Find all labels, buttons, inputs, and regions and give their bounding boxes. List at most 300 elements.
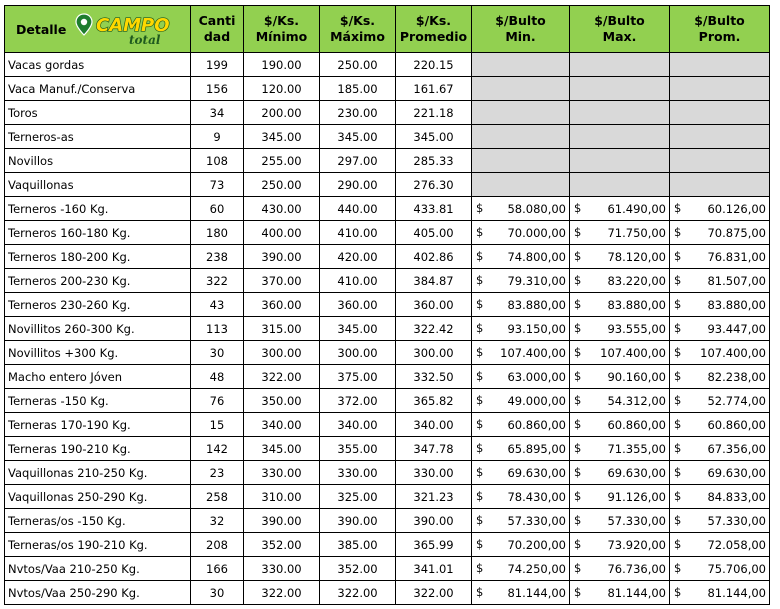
cell-cantidad: 156 <box>191 77 244 101</box>
currency-symbol: $ <box>476 345 484 359</box>
bulto-value: 93.150,00 <box>507 321 566 336</box>
cell-bulto-max <box>570 101 670 125</box>
currency-symbol: $ <box>574 441 582 455</box>
table-row <box>5 461 770 485</box>
cell-bulto-min <box>472 125 570 149</box>
cell-min-kg: 322.00 <box>244 365 320 389</box>
cell-detalle: Terneras/os 190-210 Kg. <box>5 533 191 557</box>
cell-cantidad: 180 <box>191 221 244 245</box>
cell-max-kg: 352.00 <box>320 557 396 581</box>
cell-min-kg: 330.00 <box>244 461 320 485</box>
cell-prom-kg: 221.18 <box>396 101 472 125</box>
cell-max-kg: 410.00 <box>320 269 396 293</box>
bulto-value: 57.330,00 <box>707 513 766 528</box>
cell-bulto-prom <box>670 197 770 221</box>
currency-symbol: $ <box>574 225 582 239</box>
cell-prom-kg: 390.00 <box>396 509 472 533</box>
cell-max-kg: 390.00 <box>320 509 396 533</box>
cell-bulto-min <box>472 149 570 173</box>
bulto-value: 76.736,00 <box>607 561 666 576</box>
cell-prom-kg: 285.33 <box>396 149 472 173</box>
bulto-value: 63.000,00 <box>507 369 566 384</box>
bulto-value: 93.555,00 <box>607 321 666 336</box>
cell-bulto-prom <box>670 125 770 149</box>
bulto-value: 107.400,00 <box>700 345 766 360</box>
cell-cantidad: 60 <box>191 197 244 221</box>
bulto-value: 71.750,00 <box>607 225 666 240</box>
bulto-value: 69.630,00 <box>607 465 666 480</box>
cell-detalle: Terneros -160 Kg. <box>5 197 191 221</box>
cell-bulto-max <box>570 221 670 245</box>
cell-max-kg: 355.00 <box>320 437 396 461</box>
cell-max-kg: 340.00 <box>320 413 396 437</box>
cell-prom-kg: 365.82 <box>396 389 472 413</box>
currency-symbol: $ <box>674 585 682 599</box>
cell-bulto-min <box>472 269 570 293</box>
bulto-value: 72.058,00 <box>707 537 766 552</box>
currency-symbol: $ <box>674 273 682 287</box>
cell-detalle: Nvtos/Vaa 250-290 Kg. <box>5 581 191 605</box>
table-row <box>5 53 770 77</box>
cell-bulto-max <box>570 509 670 533</box>
cell-bulto-prom <box>670 533 770 557</box>
cell-cantidad: 30 <box>191 341 244 365</box>
currency-symbol: $ <box>476 417 484 431</box>
currency-symbol: $ <box>574 417 582 431</box>
cell-detalle: Terneros-as <box>5 125 191 149</box>
bulto-value: 81.144,00 <box>507 585 566 600</box>
cell-detalle: Novillitos 260-300 Kg. <box>5 317 191 341</box>
currency-symbol: $ <box>476 537 484 551</box>
cell-bulto-max <box>570 293 670 317</box>
cell-prom-kg: 332.50 <box>396 365 472 389</box>
cell-bulto-max <box>570 557 670 581</box>
cell-bulto-min <box>472 365 570 389</box>
bulto-value: 81.507,00 <box>707 273 766 288</box>
cell-max-kg: 185.00 <box>320 77 396 101</box>
cell-bulto-min <box>472 317 570 341</box>
currency-symbol: $ <box>674 537 682 551</box>
cell-bulto-prom <box>670 221 770 245</box>
cell-bulto-prom <box>670 365 770 389</box>
cell-detalle: Vaquillonas <box>5 173 191 197</box>
table-row <box>5 557 770 581</box>
cell-bulto-prom <box>670 341 770 365</box>
cell-max-kg: 360.00 <box>320 293 396 317</box>
table-row <box>5 437 770 461</box>
bulto-value: 52.774,00 <box>707 393 766 408</box>
cell-cantidad: 34 <box>191 101 244 125</box>
currency-symbol: $ <box>574 489 582 503</box>
cell-bulto-min <box>472 293 570 317</box>
cell-cantidad: 23 <box>191 461 244 485</box>
cell-detalle: Terneros 160-180 Kg. <box>5 221 191 245</box>
header-max-kg: $/Ks. Máximo <box>320 6 396 53</box>
bulto-value: 90.160,00 <box>607 369 666 384</box>
bulto-value: 83.880,00 <box>707 297 766 312</box>
currency-symbol: $ <box>674 321 682 335</box>
cell-prom-kg: 340.00 <box>396 413 472 437</box>
currency-symbol: $ <box>476 249 484 263</box>
bulto-value: 84.833,00 <box>707 489 766 504</box>
cell-min-kg: 300.00 <box>244 341 320 365</box>
currency-symbol: $ <box>476 369 484 383</box>
cell-bulto-min <box>472 509 570 533</box>
cell-max-kg: 420.00 <box>320 245 396 269</box>
bulto-value: 83.880,00 <box>507 297 566 312</box>
cell-min-kg: 255.00 <box>244 149 320 173</box>
bulto-value: 93.447,00 <box>707 321 766 336</box>
bulto-value: 71.355,00 <box>607 441 666 456</box>
cell-cantidad: 199 <box>191 53 244 77</box>
bulto-value: 81.144,00 <box>607 585 666 600</box>
cell-bulto-max <box>570 269 670 293</box>
cell-min-kg: 430.00 <box>244 197 320 221</box>
cell-bulto-min <box>472 53 570 77</box>
cell-bulto-max <box>570 389 670 413</box>
bulto-value: 70.200,00 <box>507 537 566 552</box>
cell-max-kg: 345.00 <box>320 317 396 341</box>
bulto-value: 82.238,00 <box>707 369 766 384</box>
cell-cantidad: 15 <box>191 413 244 437</box>
cell-min-kg: 190.00 <box>244 53 320 77</box>
currency-symbol: $ <box>674 513 682 527</box>
table-row <box>5 485 770 509</box>
cell-bulto-prom <box>670 317 770 341</box>
currency-symbol: $ <box>574 345 582 359</box>
cell-bulto-min <box>472 197 570 221</box>
bulto-value: 78.120,00 <box>607 249 666 264</box>
currency-symbol: $ <box>674 417 682 431</box>
cell-bulto-prom <box>670 413 770 437</box>
cell-bulto-prom <box>670 77 770 101</box>
cell-cantidad: 48 <box>191 365 244 389</box>
cell-max-kg: 330.00 <box>320 461 396 485</box>
currency-symbol: $ <box>476 465 484 479</box>
cell-detalle: Vaquillonas 210-250 Kg. <box>5 461 191 485</box>
cell-bulto-max <box>570 317 670 341</box>
bulto-value: 74.250,00 <box>507 561 566 576</box>
cell-max-kg: 440.00 <box>320 197 396 221</box>
cell-bulto-max <box>570 149 670 173</box>
cell-bulto-max <box>570 53 670 77</box>
currency-symbol: $ <box>574 321 582 335</box>
currency-symbol: $ <box>674 201 682 215</box>
bulto-value: 81.144,00 <box>707 585 766 600</box>
bulto-value: 49.000,00 <box>507 393 566 408</box>
currency-symbol: $ <box>476 489 484 503</box>
cell-bulto-max <box>570 365 670 389</box>
cell-min-kg: 120.00 <box>244 77 320 101</box>
cell-bulto-min <box>472 581 570 605</box>
bulto-value: 73.920,00 <box>607 537 666 552</box>
cell-prom-kg: 276.30 <box>396 173 472 197</box>
currency-symbol: $ <box>476 273 484 287</box>
cell-prom-kg: 300.00 <box>396 341 472 365</box>
cell-bulto-max <box>570 581 670 605</box>
cell-detalle: Novillos <box>5 149 191 173</box>
header-min-kg: $/Ks. Mínimo <box>244 6 320 53</box>
cell-detalle: Terneros 230-260 Kg. <box>5 293 191 317</box>
cell-min-kg: 200.00 <box>244 101 320 125</box>
cell-min-kg: 390.00 <box>244 509 320 533</box>
cell-bulto-min <box>472 341 570 365</box>
cell-bulto-prom <box>670 461 770 485</box>
currency-symbol: $ <box>476 513 484 527</box>
cell-max-kg: 290.00 <box>320 173 396 197</box>
currency-symbol: $ <box>574 297 582 311</box>
cell-bulto-min <box>472 77 570 101</box>
cell-cantidad: 108 <box>191 149 244 173</box>
table-row <box>5 77 770 101</box>
cell-bulto-max <box>570 173 670 197</box>
table-row <box>5 221 770 245</box>
table-row <box>5 197 770 221</box>
cell-detalle: Terneras 190-210 Kg. <box>5 437 191 461</box>
currency-symbol: $ <box>674 225 682 239</box>
cell-min-kg: 345.00 <box>244 125 320 149</box>
cell-bulto-max <box>570 437 670 461</box>
cell-bulto-prom <box>670 245 770 269</box>
cell-max-kg: 230.00 <box>320 101 396 125</box>
cell-bulto-prom <box>670 101 770 125</box>
currency-symbol: $ <box>574 249 582 263</box>
bulto-value: 83.220,00 <box>607 273 666 288</box>
price-table <box>4 5 770 605</box>
header-max-bulto: $/Bulto Max. <box>570 6 670 53</box>
currency-symbol: $ <box>674 369 682 383</box>
cell-bulto-max <box>570 461 670 485</box>
cell-detalle: Terneros 180-200 Kg. <box>5 245 191 269</box>
bulto-value: 107.400,00 <box>500 345 566 360</box>
cell-max-kg: 385.00 <box>320 533 396 557</box>
cell-min-kg: 345.00 <box>244 437 320 461</box>
cell-prom-kg: 341.01 <box>396 557 472 581</box>
header-row <box>5 6 770 53</box>
table-row <box>5 173 770 197</box>
cell-bulto-max <box>570 341 670 365</box>
cell-detalle: Nvtos/Vaa 210-250 Kg. <box>5 557 191 581</box>
cell-cantidad: 142 <box>191 437 244 461</box>
cell-cantidad: 113 <box>191 317 244 341</box>
cell-cantidad: 166 <box>191 557 244 581</box>
bulto-value: 70.000,00 <box>507 225 566 240</box>
cell-prom-kg: 321.23 <box>396 485 472 509</box>
cell-bulto-prom <box>670 485 770 509</box>
cell-bulto-max <box>570 413 670 437</box>
bulto-value: 69.630,00 <box>707 465 766 480</box>
bulto-value: 67.356,00 <box>707 441 766 456</box>
bulto-value: 74.800,00 <box>507 249 566 264</box>
campo-total-logo <box>75 12 191 48</box>
bulto-value: 107.400,00 <box>600 345 666 360</box>
cell-max-kg: 300.00 <box>320 341 396 365</box>
cell-prom-kg: 220.15 <box>396 53 472 77</box>
cell-cantidad: 208 <box>191 533 244 557</box>
table-row <box>5 149 770 173</box>
bulto-value: 57.330,00 <box>607 513 666 528</box>
table-row <box>5 509 770 533</box>
table-row <box>5 317 770 341</box>
cell-prom-kg: 322.00 <box>396 581 472 605</box>
cell-cantidad: 73 <box>191 173 244 197</box>
table-body <box>5 53 770 605</box>
cell-bulto-min <box>472 173 570 197</box>
cell-max-kg: 297.00 <box>320 149 396 173</box>
cell-bulto-prom <box>670 389 770 413</box>
header-prom-kg: $/Ks. Promedio <box>396 6 472 53</box>
table-row <box>5 413 770 437</box>
table-row <box>5 269 770 293</box>
cell-detalle: Vacas gordas <box>5 53 191 77</box>
logo-total-text: total <box>129 33 161 47</box>
cell-detalle: Terneras -150 Kg. <box>5 389 191 413</box>
price-table-container <box>4 5 770 605</box>
header-min-bulto: $/Bulto Min. <box>472 6 570 53</box>
cell-min-kg: 330.00 <box>244 557 320 581</box>
cell-bulto-prom <box>670 437 770 461</box>
currency-symbol: $ <box>674 489 682 503</box>
cell-max-kg: 322.00 <box>320 581 396 605</box>
cell-cantidad: 43 <box>191 293 244 317</box>
cell-max-kg: 325.00 <box>320 485 396 509</box>
cell-detalle: Terneras 170-190 Kg. <box>5 413 191 437</box>
table-row <box>5 101 770 125</box>
currency-symbol: $ <box>574 273 582 287</box>
table-row <box>5 389 770 413</box>
cell-bulto-max <box>570 485 670 509</box>
cell-cantidad: 238 <box>191 245 244 269</box>
table-row <box>5 245 770 269</box>
currency-symbol: $ <box>574 369 582 383</box>
bulto-value: 69.630,00 <box>507 465 566 480</box>
bulto-value: 91.126,00 <box>607 489 666 504</box>
cell-prom-kg: 161.67 <box>396 77 472 101</box>
currency-symbol: $ <box>476 393 484 407</box>
currency-symbol: $ <box>674 441 682 455</box>
bulto-value: 60.860,00 <box>607 417 666 432</box>
currency-symbol: $ <box>574 201 582 215</box>
cell-bulto-prom <box>670 53 770 77</box>
cell-bulto-min <box>472 461 570 485</box>
cell-cantidad: 30 <box>191 581 244 605</box>
bulto-value: 60.126,00 <box>707 201 766 216</box>
currency-symbol: $ <box>674 561 682 575</box>
bulto-value: 57.330,00 <box>507 513 566 528</box>
currency-symbol: $ <box>574 585 582 599</box>
cell-min-kg: 310.00 <box>244 485 320 509</box>
cell-bulto-max <box>570 125 670 149</box>
cell-max-kg: 372.00 <box>320 389 396 413</box>
cell-prom-kg: 322.42 <box>396 317 472 341</box>
cell-bulto-max <box>570 197 670 221</box>
cell-cantidad: 322 <box>191 269 244 293</box>
bulto-value: 60.860,00 <box>707 417 766 432</box>
cell-prom-kg: 360.00 <box>396 293 472 317</box>
bulto-value: 78.430,00 <box>507 489 566 504</box>
cell-bulto-prom <box>670 269 770 293</box>
cell-bulto-min <box>472 533 570 557</box>
table-row <box>5 365 770 389</box>
table-row <box>5 293 770 317</box>
cell-bulto-min <box>472 389 570 413</box>
bulto-value: 70.875,00 <box>707 225 766 240</box>
cell-min-kg: 370.00 <box>244 269 320 293</box>
cell-bulto-min <box>472 221 570 245</box>
cell-bulto-prom <box>670 293 770 317</box>
cell-min-kg: 350.00 <box>244 389 320 413</box>
cell-min-kg: 315.00 <box>244 317 320 341</box>
currency-symbol: $ <box>476 321 484 335</box>
detalle-label: Detalle <box>16 22 67 37</box>
table-row <box>5 533 770 557</box>
currency-symbol: $ <box>574 465 582 479</box>
header-detalle <box>5 6 191 53</box>
cell-min-kg: 250.00 <box>244 173 320 197</box>
cell-bulto-prom <box>670 149 770 173</box>
currency-symbol: $ <box>476 441 484 455</box>
bulto-value: 79.310,00 <box>507 273 566 288</box>
currency-symbol: $ <box>574 537 582 551</box>
cell-bulto-max <box>570 533 670 557</box>
cell-prom-kg: 405.00 <box>396 221 472 245</box>
table-row <box>5 125 770 149</box>
map-pin-icon <box>76 14 92 35</box>
cell-cantidad: 9 <box>191 125 244 149</box>
cell-prom-kg: 365.99 <box>396 533 472 557</box>
cell-prom-kg: 384.87 <box>396 269 472 293</box>
currency-symbol: $ <box>476 585 484 599</box>
cell-detalle: Vaquillonas 250-290 Kg. <box>5 485 191 509</box>
currency-symbol: $ <box>574 561 582 575</box>
cell-min-kg: 340.00 <box>244 413 320 437</box>
cell-cantidad: 258 <box>191 485 244 509</box>
cell-prom-kg: 402.86 <box>396 245 472 269</box>
cell-max-kg: 250.00 <box>320 53 396 77</box>
currency-symbol: $ <box>674 393 682 407</box>
currency-symbol: $ <box>476 561 484 575</box>
cell-bulto-max <box>570 245 670 269</box>
cell-min-kg: 400.00 <box>244 221 320 245</box>
currency-symbol: $ <box>674 345 682 359</box>
cell-bulto-min <box>472 413 570 437</box>
bulto-value: 60.860,00 <box>507 417 566 432</box>
currency-symbol: $ <box>674 465 682 479</box>
cell-bulto-prom <box>670 173 770 197</box>
cell-min-kg: 352.00 <box>244 533 320 557</box>
cell-max-kg: 345.00 <box>320 125 396 149</box>
cell-prom-kg: 330.00 <box>396 461 472 485</box>
cell-bulto-max <box>570 77 670 101</box>
cell-max-kg: 410.00 <box>320 221 396 245</box>
cell-bulto-min <box>472 485 570 509</box>
currency-symbol: $ <box>574 513 582 527</box>
currency-symbol: $ <box>674 249 682 263</box>
logo-campo-text: CAMPO <box>96 15 170 36</box>
cell-bulto-prom <box>670 557 770 581</box>
bulto-value: 54.312,00 <box>607 393 666 408</box>
cell-detalle: Terneras/os -150 Kg. <box>5 509 191 533</box>
cell-bulto-min <box>472 557 570 581</box>
cell-detalle: Macho entero Jóven <box>5 365 191 389</box>
cell-bulto-min <box>472 437 570 461</box>
cell-detalle: Vaca Manuf./Conserva <box>5 77 191 101</box>
bulto-value: 58.080,00 <box>507 201 566 216</box>
table-row <box>5 341 770 365</box>
cell-min-kg: 322.00 <box>244 581 320 605</box>
header-cantidad: Canti dad <box>191 6 244 53</box>
cell-max-kg: 375.00 <box>320 365 396 389</box>
